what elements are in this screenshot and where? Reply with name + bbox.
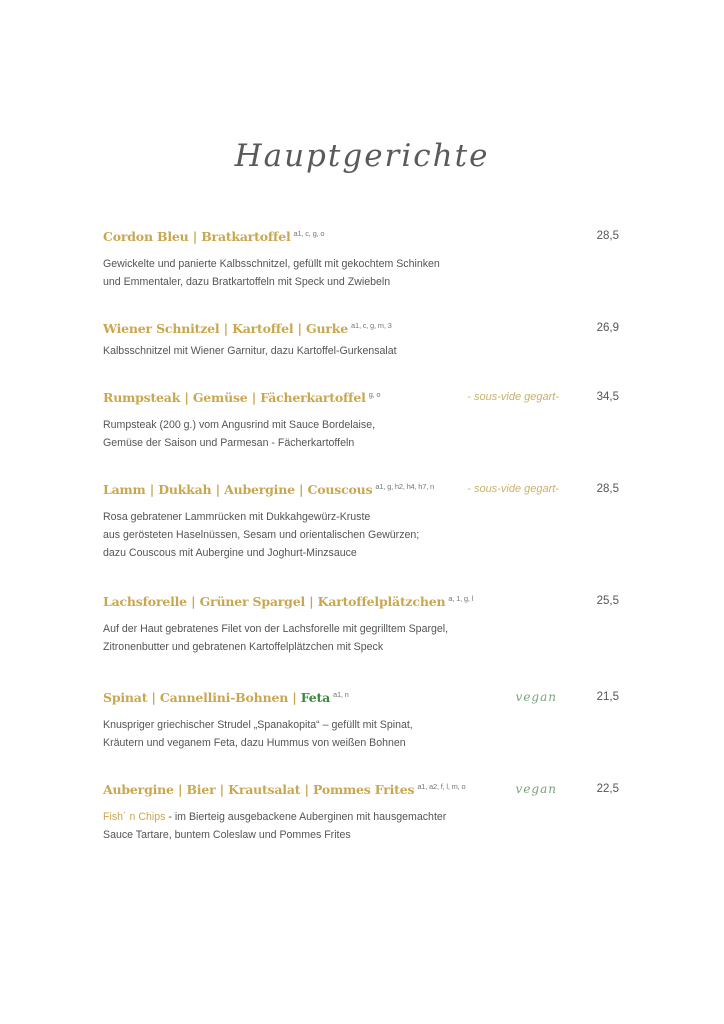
dish-price: 28,5 (596, 483, 619, 495)
dish-name: Aubergine | Bier | Krautsalat | Pommes Frites $^{a1, a2, f, l, m, o}$ (103, 782, 466, 797)
dish-price: 34,5 (596, 391, 619, 403)
dish-price: 28,5 (596, 230, 619, 242)
dish-description: Gewickelte und panierte Kalbsschnitzel, gefüllt mit gekochtem Schinken und Emmentaler, dazu Bratkartoffeln mit Speck und Zwiebeln (103, 258, 440, 288)
dish-name: Lamm | Dukkah | Aubergine | Couscous $^{a1, g, h2, h4, h7, n}$ (103, 482, 434, 497)
dish-description: Auf der Haut gebratenes Filet von der Lachsforelle mit gegrilltem Spargel, Zitronenbutter und gebratenen Kartoffelplätzchen mit Speck (103, 623, 449, 653)
vegan-label: vegan (515, 690, 557, 704)
vegan-label: vegan (515, 782, 557, 796)
dish-description: Kalbsschnitzel mit Wiener Garnitur, dazu Kartoffel-Gurkensalat (103, 345, 397, 357)
dish-name: Spinat | Cannellini-Bohnen | Feta $^{a1, n}$ (103, 690, 349, 705)
allergen-codes: a1, a2, f, l, m, o (417, 782, 466, 791)
dish-description: Rumpsteak (200 g.) vom Angusrind mit Sauce Bordelaise, Gemüse der Saison und Parmesan - Fächerkartoffeln (103, 419, 376, 449)
allergen-codes: a1, n (332, 690, 349, 699)
allergen-codes: a1, g, h2, h4, h7, n (375, 482, 434, 491)
sous-vide-note: - sous-vide gegart- (467, 391, 559, 403)
dish-name: Wiener Schnitzel | Kartoffel | Gurke $^{a1, c, g, m, 3}$ (103, 321, 392, 336)
allergen-codes: a1, c, g, o (293, 229, 325, 238)
dish-cordon-bleu (103, 229, 623, 291)
allergen-codes: a1, c, g, m, 3 (351, 321, 392, 330)
dish-rumpsteak (103, 390, 623, 452)
allergen-codes: a, 1, g, l (448, 594, 474, 603)
dish-description: Knuspriger griechischer Strudel „Spanakopita“ – gefüllt mit Spinat, Kräutern und veganem Feta, dazu Hummus von weißen Bohnen (103, 719, 413, 749)
dish-lamm (103, 482, 623, 562)
dish-price: 26,9 (596, 322, 619, 334)
sous-vide-note: - sous-vide gegart- (467, 483, 559, 495)
dish-name: Rumpsteak | Gemüse | Fächerkartoffel $^{g, o}$ (103, 390, 381, 405)
dish-description: Rosa gebratener Lammrücken mit Dukkahgewürz-Kruste aus gerösteten Haselnüssen, Sesam und orientalischen Gewürzen; dazu Couscous mit Aubergine und Joghurt-Minzsauce (103, 511, 420, 559)
dish-spinat-strudel (103, 690, 623, 752)
dish-name: Cordon Bleu | Bratkartoffel $^{a1, c, g, o}$ (103, 229, 325, 244)
dish-wiener-schnitzel (103, 321, 623, 360)
dish-price: 25,5 (596, 595, 619, 607)
dish-aubergine-fish-n-chips (103, 782, 623, 844)
dish-price: 21,5 (596, 691, 619, 703)
dish-name: Lachsforelle | Grüner Spargel | Kartoffelplätzchen $^{a, 1, g, l}$ (103, 594, 474, 609)
dish-description: Fish´ n Chips - im Bierteig ausgebackene Auberginen mit hausgemachter Sauce Tartare, buntem Coleslaw und Pommes Frites (103, 811, 447, 841)
page-title: Hauptgerichte (234, 138, 490, 174)
dish-lachsforelle (103, 594, 623, 656)
dish-price: 22,5 (596, 783, 619, 795)
allergen-codes: g, o (368, 390, 381, 399)
